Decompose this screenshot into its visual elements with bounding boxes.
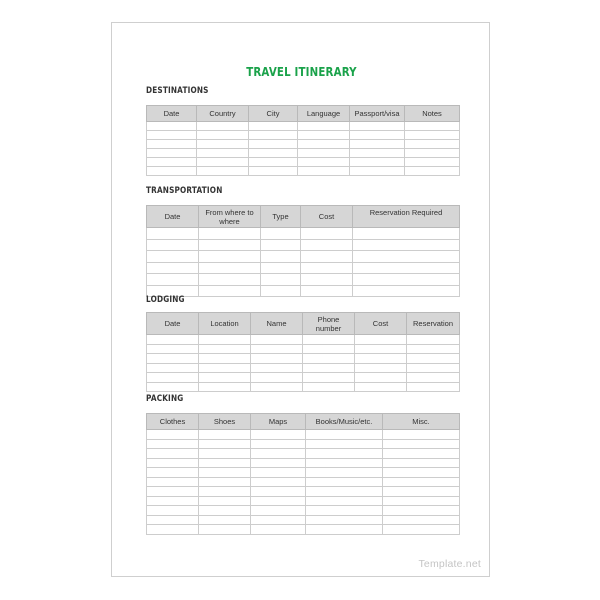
- table-cell[interactable]: [383, 430, 460, 440]
- table-cell[interactable]: [251, 468, 306, 478]
- table-cell[interactable]: [251, 515, 306, 525]
- table-cell[interactable]: [350, 149, 405, 158]
- table-row: [147, 262, 460, 274]
- table-cell[interactable]: [251, 458, 306, 468]
- table-cell[interactable]: [147, 239, 199, 251]
- table-cell[interactable]: [147, 131, 197, 140]
- table-cell[interactable]: [306, 430, 383, 440]
- table-cell[interactable]: [355, 344, 407, 354]
- table-cell[interactable]: [147, 525, 199, 535]
- table-cell[interactable]: [147, 382, 199, 392]
- table-cell[interactable]: [147, 373, 199, 383]
- table-row: [147, 506, 460, 516]
- col-header-name: Name: [251, 313, 303, 335]
- table-cell[interactable]: [251, 335, 303, 345]
- table-cell[interactable]: [147, 274, 199, 286]
- packing-table: [146, 413, 460, 535]
- table-cell[interactable]: [407, 344, 460, 354]
- table-row: [147, 468, 460, 478]
- table-cell[interactable]: [261, 228, 301, 240]
- table-cell[interactable]: [301, 285, 353, 297]
- table-cell[interactable]: [261, 262, 301, 274]
- table-cell[interactable]: [249, 131, 298, 140]
- table-cell[interactable]: [383, 515, 460, 525]
- table-cell[interactable]: [251, 382, 303, 392]
- table-row: [147, 167, 460, 176]
- col-header-location: Location: [199, 313, 251, 335]
- table-cell[interactable]: [197, 122, 249, 131]
- table-cell[interactable]: [355, 373, 407, 383]
- table-row: [147, 228, 460, 240]
- table-cell[interactable]: [249, 122, 298, 131]
- table-cell[interactable]: [147, 487, 199, 497]
- table-cell[interactable]: [251, 344, 303, 354]
- table-row: [147, 439, 460, 449]
- table-cell[interactable]: [306, 515, 383, 525]
- table-cell[interactable]: [353, 239, 460, 251]
- table-row: [147, 285, 460, 297]
- table-cell[interactable]: [355, 382, 407, 392]
- table-cell[interactable]: [306, 458, 383, 468]
- table-cell[interactable]: [303, 354, 355, 364]
- table-cell[interactable]: [405, 122, 460, 131]
- table-cell[interactable]: [298, 122, 350, 131]
- table-cell[interactable]: [350, 122, 405, 131]
- table-cell[interactable]: [383, 468, 460, 478]
- col-header-maps: Maps: [251, 414, 306, 430]
- table-cell[interactable]: [251, 496, 306, 506]
- table-cell[interactable]: [199, 262, 261, 274]
- table-cell[interactable]: [301, 251, 353, 263]
- table-cell[interactable]: [306, 468, 383, 478]
- table-cell[interactable]: [355, 363, 407, 373]
- table-cell[interactable]: [199, 382, 251, 392]
- table-cell[interactable]: [350, 167, 405, 176]
- table-cell[interactable]: [407, 373, 460, 383]
- table-cell[interactable]: [303, 335, 355, 345]
- table-cell[interactable]: [147, 228, 199, 240]
- table-row: [147, 477, 460, 487]
- section-label-destinations: DESTINATIONS: [146, 86, 209, 96]
- table-cell[interactable]: [147, 122, 197, 131]
- table-cell[interactable]: [249, 149, 298, 158]
- table-cell[interactable]: [350, 158, 405, 167]
- table-cell[interactable]: [147, 449, 199, 459]
- table-cell[interactable]: [199, 354, 251, 364]
- table-cell[interactable]: [383, 496, 460, 506]
- col-header-cost: Cost: [355, 313, 407, 335]
- table-cell[interactable]: [147, 140, 197, 149]
- table-cell[interactable]: [199, 468, 251, 478]
- table-cell[interactable]: [405, 149, 460, 158]
- col-header-books-music-etc: Books/Music/etc.: [306, 414, 383, 430]
- table-cell[interactable]: [251, 373, 303, 383]
- table-cell[interactable]: [383, 439, 460, 449]
- table-cell[interactable]: [197, 149, 249, 158]
- table-cell[interactable]: [199, 285, 261, 297]
- table-cell[interactable]: [199, 439, 251, 449]
- col-header-date: Date: [147, 106, 197, 122]
- col-header-date: Date: [147, 313, 199, 335]
- table-cell[interactable]: [199, 506, 251, 516]
- table-cell[interactable]: [147, 344, 199, 354]
- table-cell[interactable]: [199, 515, 251, 525]
- table-cell[interactable]: [147, 251, 199, 263]
- table-cell[interactable]: [197, 158, 249, 167]
- table-row: [147, 274, 460, 286]
- table-cell[interactable]: [251, 363, 303, 373]
- col-header-reservation-required: Reservation Required: [353, 206, 460, 228]
- table-cell[interactable]: [298, 140, 350, 149]
- table-row: [147, 149, 460, 158]
- transportation-table: [146, 205, 460, 297]
- table-cell[interactable]: [407, 363, 460, 373]
- table-cell[interactable]: [405, 167, 460, 176]
- table-cell[interactable]: [407, 382, 460, 392]
- table-cell[interactable]: [147, 149, 197, 158]
- col-header-type: Type: [261, 206, 301, 228]
- table-cell[interactable]: [405, 131, 460, 140]
- table-cell[interactable]: [147, 430, 199, 440]
- table-row: [147, 458, 460, 468]
- table-cell[interactable]: [199, 487, 251, 497]
- table-cell[interactable]: [301, 274, 353, 286]
- table-cell[interactable]: [407, 354, 460, 364]
- table-row: [147, 515, 460, 525]
- table-row: [147, 335, 460, 345]
- table-cell[interactable]: [353, 251, 460, 263]
- table-row: [147, 373, 460, 383]
- table-cell[interactable]: [147, 506, 199, 516]
- col-header-passport-visa: Passport/visa: [350, 106, 405, 122]
- table-cell[interactable]: [251, 506, 306, 516]
- table-row: [147, 251, 460, 263]
- table-cell[interactable]: [353, 274, 460, 286]
- table-cell[interactable]: [199, 239, 261, 251]
- col-header-phone-number: Phone number: [303, 313, 355, 335]
- table-cell[interactable]: [147, 262, 199, 274]
- table-cell[interactable]: [355, 335, 407, 345]
- table-cell[interactable]: [353, 262, 460, 274]
- table-cell[interactable]: [353, 228, 460, 240]
- table-cell[interactable]: [251, 477, 306, 487]
- col-header-reservation: Reservation: [407, 313, 460, 335]
- table-cell[interactable]: [383, 525, 460, 535]
- table-cell[interactable]: [147, 167, 197, 176]
- table-cell[interactable]: [298, 149, 350, 158]
- table-row: [147, 239, 460, 251]
- page-title: TRAVEL ITINERARY: [246, 64, 357, 79]
- table-cell[interactable]: [197, 140, 249, 149]
- table-cell[interactable]: [261, 239, 301, 251]
- table-cell[interactable]: [249, 158, 298, 167]
- table-cell[interactable]: [261, 274, 301, 286]
- table-cell[interactable]: [383, 458, 460, 468]
- destinations-table: [146, 105, 460, 176]
- table-cell[interactable]: [306, 496, 383, 506]
- table-cell[interactable]: [306, 477, 383, 487]
- section-label-lodging: LODGING: [146, 295, 185, 305]
- table-cell[interactable]: [405, 140, 460, 149]
- table-cell[interactable]: [303, 363, 355, 373]
- table-cell[interactable]: [251, 487, 306, 497]
- table-cell[interactable]: [306, 449, 383, 459]
- itinerary-page: [111, 22, 490, 577]
- table-cell[interactable]: [298, 167, 350, 176]
- table-cell[interactable]: [249, 140, 298, 149]
- table-cell[interactable]: [199, 251, 261, 263]
- table-row: [147, 496, 460, 506]
- table-cell[interactable]: [383, 449, 460, 459]
- table-cell[interactable]: [197, 131, 249, 140]
- table-cell[interactable]: [147, 354, 199, 364]
- table-cell[interactable]: [261, 251, 301, 263]
- table-cell[interactable]: [199, 373, 251, 383]
- col-header-date: Date: [147, 206, 199, 228]
- table-cell[interactable]: [306, 439, 383, 449]
- table-cell[interactable]: [251, 430, 306, 440]
- table-cell[interactable]: [199, 363, 251, 373]
- table-cell[interactable]: [199, 335, 251, 345]
- table-cell[interactable]: [301, 239, 353, 251]
- table-cell[interactable]: [249, 167, 298, 176]
- col-header-cost: Cost: [301, 206, 353, 228]
- table-cell[interactable]: [383, 487, 460, 497]
- table-cell[interactable]: [355, 354, 407, 364]
- table-row: [147, 122, 460, 131]
- table-cell[interactable]: [303, 373, 355, 383]
- table-cell[interactable]: [303, 344, 355, 354]
- table-row: [147, 430, 460, 440]
- table-row: [147, 449, 460, 459]
- table-cell[interactable]: [199, 525, 251, 535]
- table-cell[interactable]: [350, 140, 405, 149]
- col-header-clothes: Clothes: [147, 414, 199, 430]
- table-cell[interactable]: [147, 458, 199, 468]
- table-row: [147, 158, 460, 167]
- table-cell[interactable]: [199, 274, 261, 286]
- col-header-notes: Notes: [405, 106, 460, 122]
- lodging-table: [146, 312, 460, 392]
- table-cell[interactable]: [147, 468, 199, 478]
- table-cell[interactable]: [197, 167, 249, 176]
- table-row: [147, 344, 460, 354]
- table-cell[interactable]: [199, 458, 251, 468]
- table-cell[interactable]: [350, 131, 405, 140]
- col-header-language: Language: [298, 106, 350, 122]
- table-cell[interactable]: [306, 487, 383, 497]
- table-cell[interactable]: [306, 506, 383, 516]
- table-row: [147, 131, 460, 140]
- table-cell[interactable]: [298, 158, 350, 167]
- col-header-city: City: [249, 106, 298, 122]
- table-cell[interactable]: [301, 228, 353, 240]
- table-cell[interactable]: [251, 525, 306, 535]
- table-cell[interactable]: [303, 382, 355, 392]
- table-cell[interactable]: [383, 506, 460, 516]
- table-cell[interactable]: [407, 335, 460, 345]
- section-label-packing: PACKING: [146, 394, 184, 404]
- table-cell[interactable]: [147, 439, 199, 449]
- table-cell[interactable]: [261, 285, 301, 297]
- table-cell[interactable]: [147, 477, 199, 487]
- table-cell[interactable]: [353, 285, 460, 297]
- table-cell[interactable]: [199, 477, 251, 487]
- table-cell[interactable]: [251, 354, 303, 364]
- section-label-transportation: TRANSPORTATION: [146, 186, 223, 196]
- table-cell[interactable]: [147, 335, 199, 345]
- table-cell[interactable]: [199, 430, 251, 440]
- table-cell[interactable]: [383, 477, 460, 487]
- table-cell[interactable]: [405, 158, 460, 167]
- table-row: [147, 525, 460, 535]
- col-header-misc: Misc.: [383, 414, 460, 430]
- table-cell[interactable]: [199, 496, 251, 506]
- table-cell[interactable]: [147, 158, 197, 167]
- table-cell[interactable]: [199, 228, 261, 240]
- table-cell[interactable]: [147, 515, 199, 525]
- col-header-from-where-to-where: From where to where: [199, 206, 261, 228]
- table-cell[interactable]: [199, 344, 251, 354]
- table-cell[interactable]: [251, 449, 306, 459]
- table-cell[interactable]: [147, 363, 199, 373]
- table-row: [147, 354, 460, 364]
- table-cell[interactable]: [298, 131, 350, 140]
- table-row: [147, 140, 460, 149]
- table-cell[interactable]: [147, 496, 199, 506]
- table-cell[interactable]: [199, 449, 251, 459]
- watermark-text: Template.net: [418, 558, 481, 570]
- table-row: [147, 363, 460, 373]
- table-cell[interactable]: [306, 525, 383, 535]
- table-row: [147, 382, 460, 392]
- table-cell[interactable]: [301, 262, 353, 274]
- col-header-shoes: Shoes: [199, 414, 251, 430]
- col-header-country: Country: [197, 106, 249, 122]
- table-row: [147, 487, 460, 497]
- table-cell[interactable]: [251, 439, 306, 449]
